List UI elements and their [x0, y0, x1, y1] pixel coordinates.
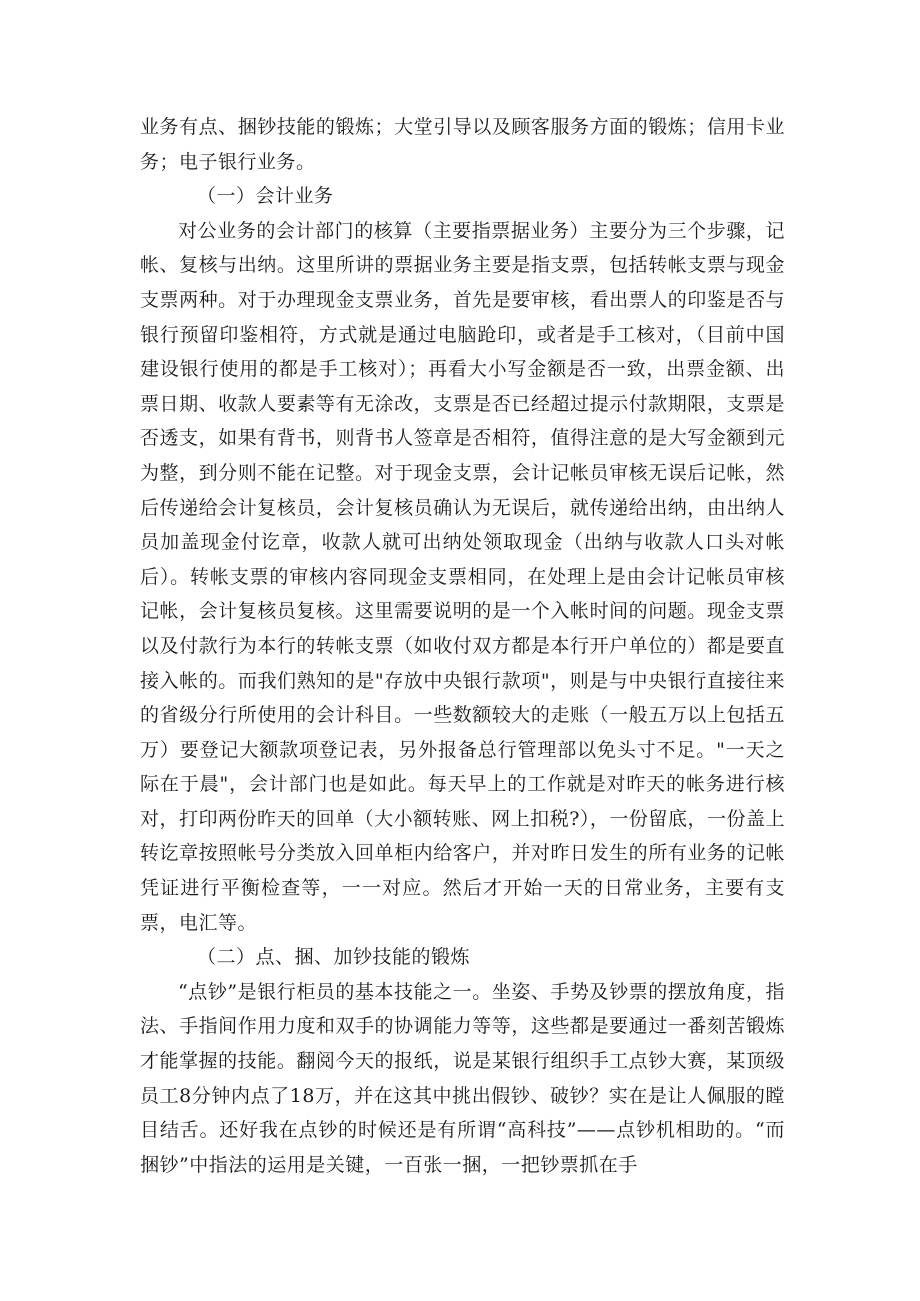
- section-heading-accounting: （一）会计业务: [197, 185, 334, 208]
- section-heading-cash-skills: （二）点、捆、加钞技能的锻炼: [197, 946, 471, 969]
- section-paragraph-accounting: 对公业务的会计部门的核算（主要指票据业务）主要分为三个步骤，记帐、复核与出纳。这里所讲的票据业务主要是指支票，包括转帐支票与现金支票两种。对于办理现金支票业务，首先是要审核，看出票人的印鉴是否与银行预留印鉴相符，方式就是通过电脑跄印，或者是手工核对，（目前中国建设银行使用的都是手工核对）；再看大小写金额是否一致，出票金额、出票日期、收款人要素等有无涂改，支票是否已经超过提示付款期限，支票是否透支，如果有背书，则背书人签章是否相符，值得注意的是大写金额到元为整，到分则不能在记整。对于现金支票，会计记帐员审核无误后记帐，然后传递给会计复核员，会计复核员确认为无误后，就传递给出纳，由出纳人员加盖现金付讫章，收款人就可出纳处领取现金（出纳与收款人口头对帐后）。转帐支票的审核内容同现金支票相同，在处理上是由会计记帐员审核记帐，会计复核员复核。这里需要说明的是一个入帐时间的问题。现金支票以及付款行为本行的转帐支票（如收付双方都是本行开户单位的）都是要直接入帐的。而我们熟知的是"存放中央银行款项"，则是与中央银行直接往来的省级分行所使用的会计科目。一些数额较大的走账（一般五万以上包括五万）要登记大额款项登记表，另外报备总行管理部以免头寸不足。"一天之际在于晨"，会计部门也是如此。每天早上的工作就是对昨天的帐务进行核对，打印两份昨天的回单（大小额转账、网上扣税?），一份留底，一份盖上转讫章按照帐号分类放入回单柜内给客户，并对昨日发生的所有业务的记帐凭证进行平衡检查等，一一对应。然后才开始一天的日常业务，主要有支票，电汇等。: [140, 219, 785, 934]
- intro-paragraph: 业务有点、捆钞技能的锻炼；大堂引导以及顾客服务方面的锻炼；信用卡业务；电子银行业务。: [140, 116, 785, 173]
- document-body: [140, 110, 785, 1182]
- section-paragraph-cash-skills: “点钞”是银行柜员的基本技能之一。坐姿、手势及钞票的摆放角度，指法、手指间作用力度和双手的协调能力等等，这些都是要通过一番刻苦锻炼才能掌握的技能。翻阅今天的报纸，说是某银行组织手工点钞大赛，某顶级员工8分钟内点了18万，并在这其中挑出假钞、破钞？实在是让人佩服的瞠目结舌。还好我在点钞的时候还是有所谓“高科技”——点钞机相助的。“而捆钞”中指法的运用是关键，一百张一捆，一把钞票抓在手: [140, 980, 785, 1176]
